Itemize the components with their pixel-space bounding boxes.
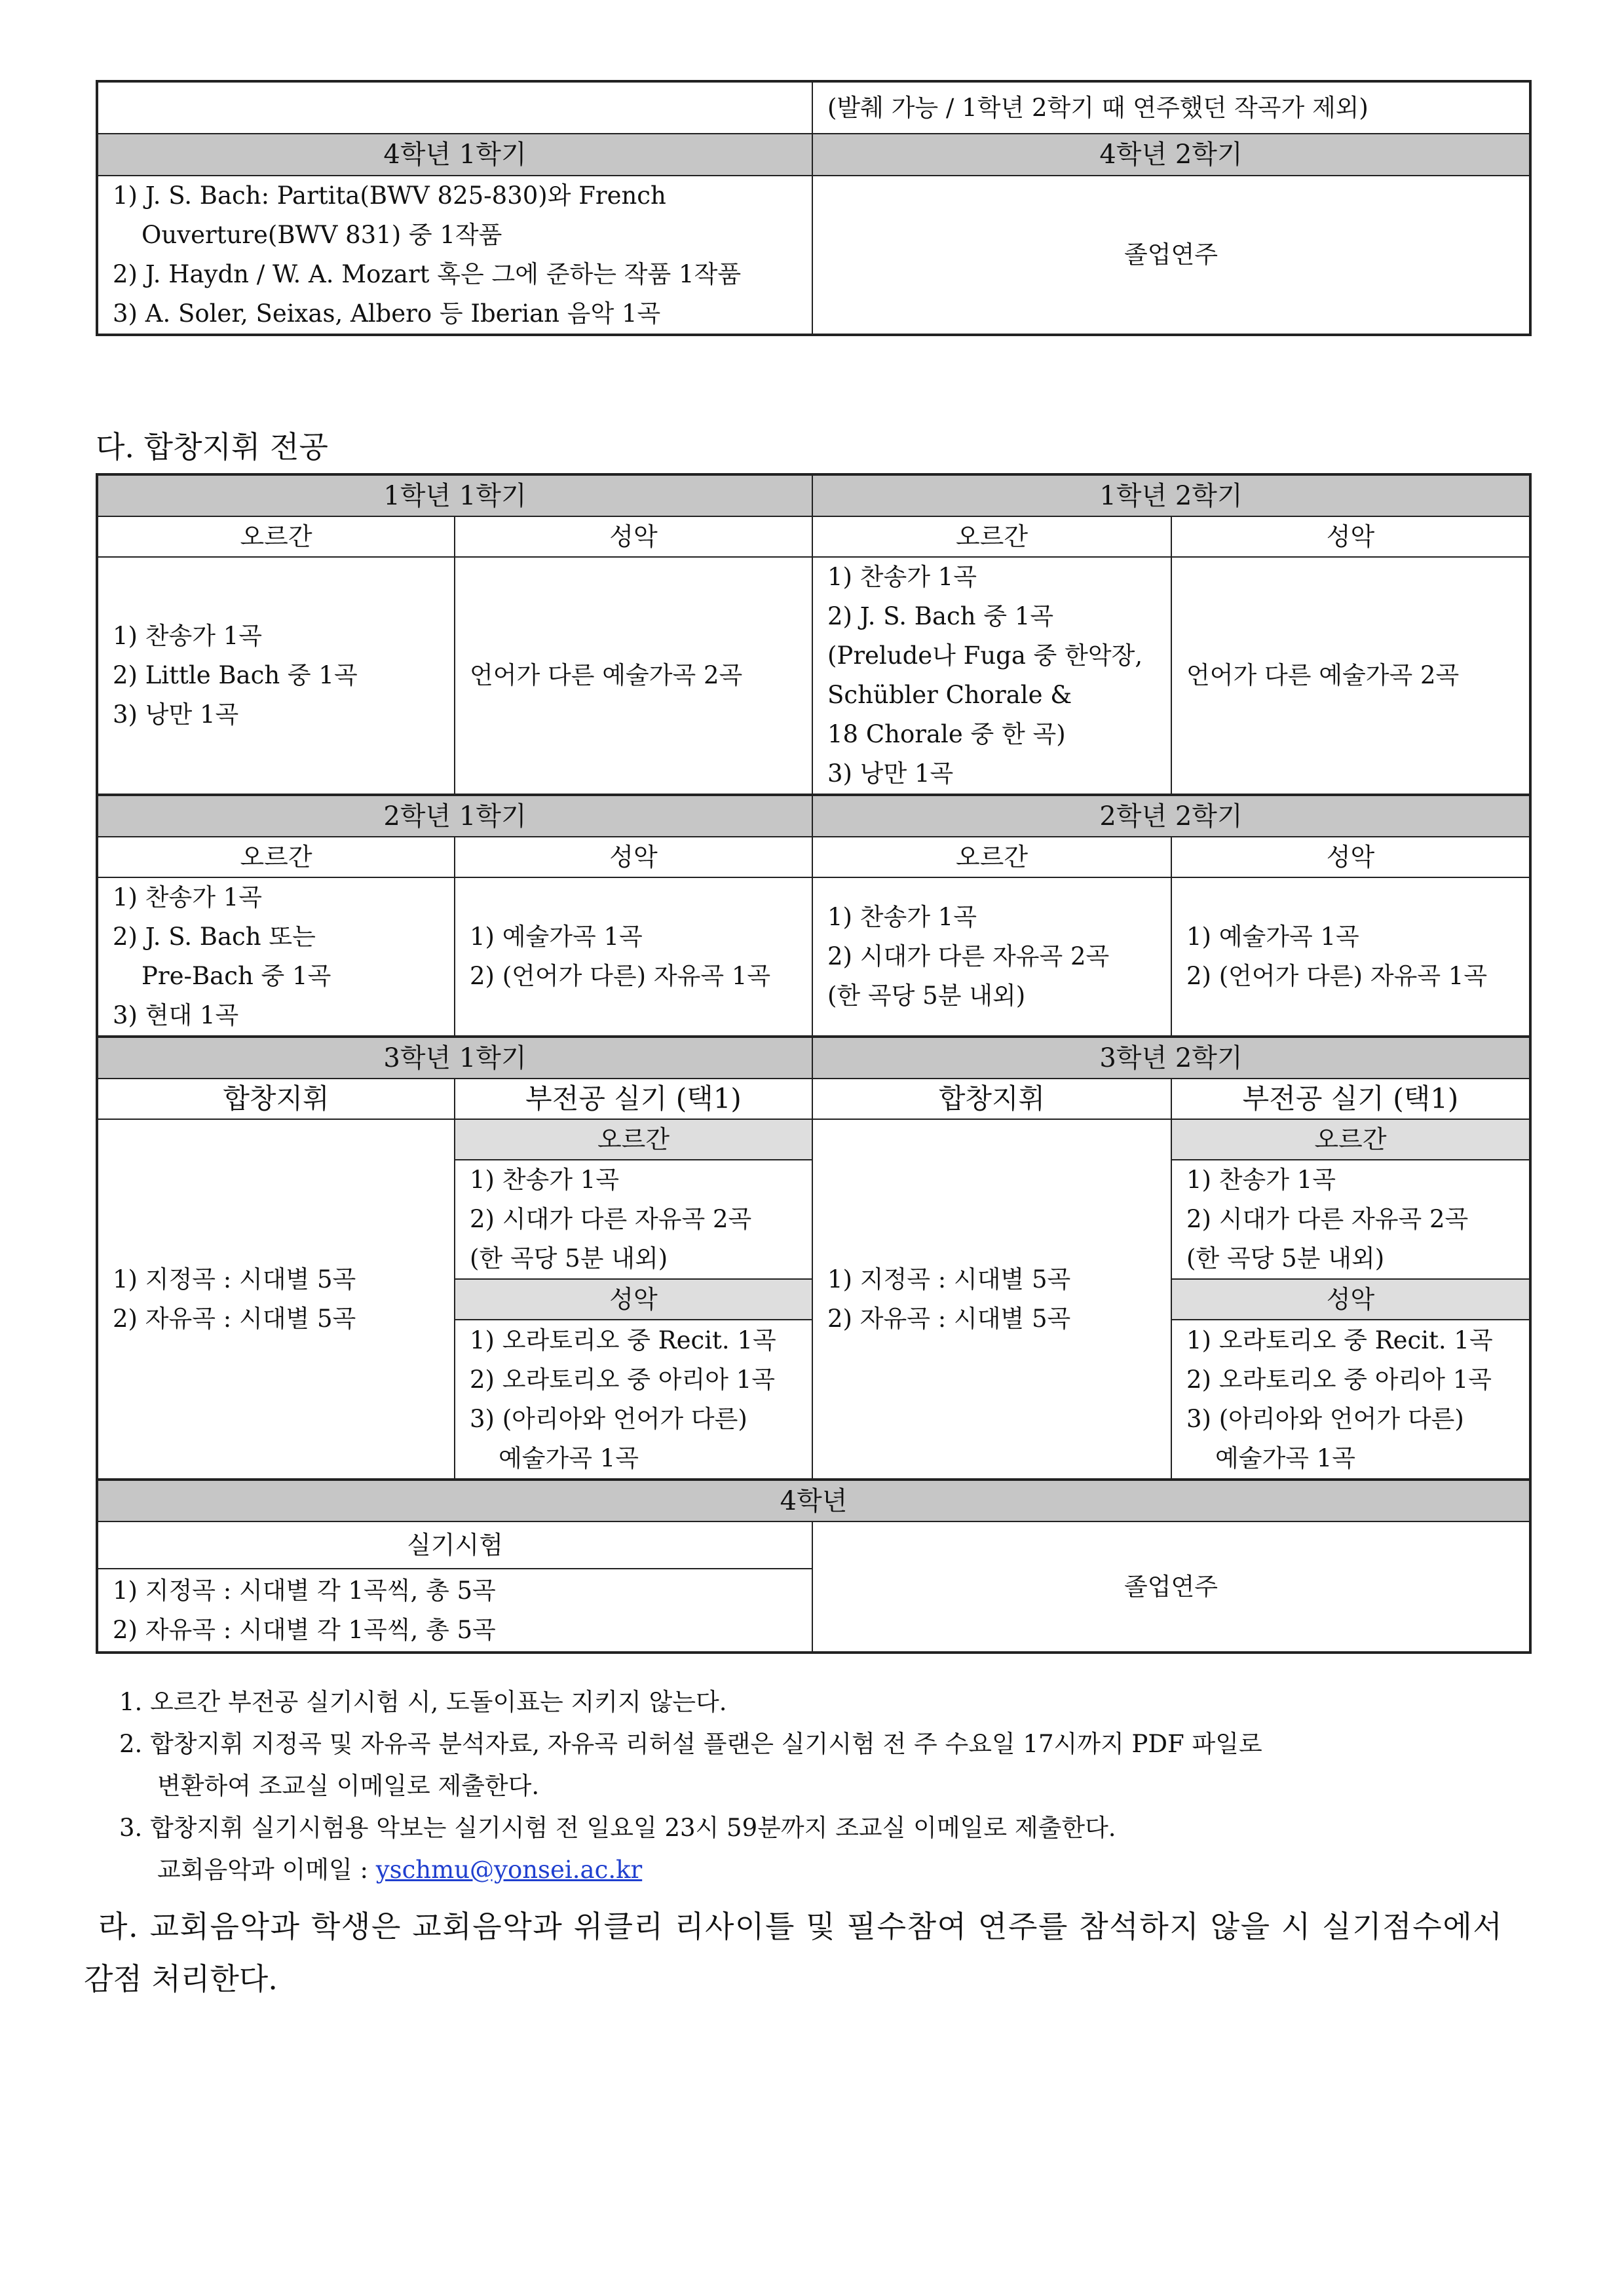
item: Schübler Chorale & — [827, 681, 1072, 709]
item: (한 곡당 5분 내외) — [1186, 1244, 1385, 1272]
empty-cell — [97, 81, 812, 134]
y3s2-choral — [812, 1119, 1171, 1480]
notes-list — [119, 1681, 1262, 1891]
repertoire-item: 1) J. S. Bach: Partita(BWV 825-830)와 French — [113, 182, 666, 210]
item: 2) 오라토리오 중 아리아 1곡 — [470, 1365, 775, 1394]
col-vocal: 성악 — [1171, 837, 1530, 877]
y3s1-choral — [97, 1119, 455, 1480]
exam-label: 실기시험 — [97, 1521, 812, 1569]
item: 3) (아리아와 언어가 다른) — [1186, 1404, 1464, 1433]
item: 1) 예술가곡 1곡 — [470, 923, 643, 951]
item: (Prelude나 Fuga 중 한악장, — [827, 641, 1143, 670]
header-2-2: 2학년 2학기 — [812, 795, 1530, 837]
col-choral: 합창지휘 — [97, 1079, 455, 1119]
item: 2) (언어가 다른) 자유곡 1곡 — [1186, 962, 1488, 990]
carry-note: (발췌 가능 / 1학년 2학기 때 연주했던 작곡가 제외) — [812, 81, 1530, 134]
minor-vocal-label: 성악 — [1171, 1279, 1530, 1320]
repertoire-item: 2) J. Haydn / W. A. Mozart 혹은 그에 준하는 작품 1작품 — [113, 260, 742, 288]
item: 2) (언어가 다른) 자유곡 1곡 — [470, 962, 771, 990]
item: 2) Little Bach 중 1곡 — [113, 661, 358, 689]
y2s1-organ — [97, 877, 455, 1037]
item: 3) (아리아와 언어가 다른) — [470, 1404, 747, 1433]
item: 1) 찬송가 1곡 — [113, 622, 263, 650]
y1s2-organ — [812, 557, 1171, 795]
exam-items — [97, 1569, 812, 1653]
sem4-1-repertoire — [97, 176, 812, 335]
item: 18 Chorale 중 한 곡) — [827, 720, 1066, 748]
item: 예술가곡 1곡 — [1215, 1444, 1356, 1472]
item: 2) J. S. Bach 중 1곡 — [827, 602, 1054, 630]
note-2: 2. 합창지휘 지정곡 및 자유곡 분석자료, 자유곡 리허설 플랜은 실기시험 전 주 수요일 17시까지 PDF 파일로 — [119, 1730, 1262, 1758]
item: 2) 자유곡 : 시대별 5곡 — [113, 1304, 356, 1333]
col-vocal: 성악 — [455, 837, 812, 877]
col-minor: 부전공 실기 (택1) — [455, 1079, 812, 1119]
y3s2-minor-organ — [1171, 1160, 1530, 1279]
item: 1) 찬송가 1곡 — [113, 883, 263, 911]
note-2-cont: 변환하여 조교실 이메일로 제출한다. — [157, 1772, 540, 1800]
keyboard-curriculum-table — [96, 80, 1532, 336]
col-organ: 오르간 — [812, 516, 1171, 557]
y3s1-minor-organ — [455, 1160, 812, 1279]
header-4: 4학년 — [97, 1480, 1530, 1521]
item: Pre-Bach 중 1곡 — [142, 962, 331, 990]
header-2-1: 2학년 1학기 — [97, 795, 812, 837]
item: 2) 자유곡 : 시대별 각 1곡씩, 총 5곡 — [113, 1615, 496, 1644]
graduation-recital: 졸업연주 — [812, 1521, 1530, 1653]
item: 3) 낭만 1곡 — [113, 700, 239, 729]
col-organ: 오르간 — [812, 837, 1171, 877]
minor-organ-label: 오르간 — [1171, 1119, 1530, 1160]
paragraph-line: 감점 처리한다. — [84, 1961, 278, 1997]
y3s2-minor-vocal — [1171, 1320, 1530, 1480]
item: 1) 예술가곡 1곡 — [1186, 923, 1359, 951]
col-vocal: 성악 — [1171, 516, 1530, 557]
header-3-1: 3학년 1학기 — [97, 1037, 812, 1079]
header-4-2: 4학년 2학기 — [812, 134, 1530, 176]
col-vocal: 성악 — [455, 516, 812, 557]
item: 예술가곡 1곡 — [499, 1444, 639, 1472]
y3s1-minor-vocal — [455, 1320, 812, 1480]
item: 1) 찬송가 1곡 — [1186, 1166, 1336, 1194]
item: (한 곡당 5분 내외) — [470, 1244, 668, 1272]
y1s1-organ — [97, 557, 455, 795]
paragraph-ra — [84, 1900, 1532, 2005]
col-minor: 부전공 실기 (택1) — [1171, 1079, 1530, 1119]
header-1-1: 1학년 1학기 — [97, 474, 812, 516]
header-1-2: 1학년 2학기 — [812, 474, 1530, 516]
y1s1-vocal: 언어가 다른 예술가곡 2곡 — [455, 557, 812, 795]
item: (한 곡당 5분 내외) — [827, 982, 1026, 1010]
note-1: 1. 오르간 부전공 실기시험 시, 도돌이표는 지키지 않는다. — [119, 1688, 727, 1716]
minor-organ-label: 오르간 — [455, 1119, 812, 1160]
item: 3) 현대 1곡 — [113, 1001, 239, 1029]
item: 1) 오라토리오 중 Recit. 1곡 — [1186, 1326, 1493, 1354]
graduation-recital: 졸업연주 — [812, 176, 1530, 335]
item: 2) J. S. Bach 또는 — [113, 923, 316, 951]
col-organ: 오르간 — [97, 837, 455, 877]
repertoire-item: Ouverture(BWV 831) 중 1작품 — [142, 221, 502, 249]
email-link[interactable]: yschmu@yonsei.ac.kr — [375, 1856, 643, 1884]
item: 2) 시대가 다른 자유곡 2곡 — [470, 1205, 752, 1233]
item: 3) 낭만 1곡 — [827, 759, 954, 788]
note-3: 3. 합창지휘 실기시험용 악보는 실기시험 전 일요일 23시 59분까지 조교실 이메일로 제출한다. — [119, 1814, 1116, 1842]
y2s2-organ — [812, 877, 1171, 1037]
col-organ: 오르간 — [97, 516, 455, 557]
y2s2-vocal — [1171, 877, 1530, 1037]
item: 1) 오라토리오 중 Recit. 1곡 — [470, 1326, 776, 1354]
y1s2-vocal: 언어가 다른 예술가곡 2곡 — [1171, 557, 1530, 795]
header-4-1: 4학년 1학기 — [97, 134, 812, 176]
repertoire-item: 3) A. Soler, Seixas, Albero 등 Iberian 음악 1곡 — [113, 299, 661, 328]
item: 2) 시대가 다른 자유곡 2곡 — [827, 942, 1110, 970]
item: 1) 지정곡 : 시대별 5곡 — [113, 1265, 356, 1293]
item: 1) 찬송가 1곡 — [470, 1166, 620, 1194]
item: 2) 오라토리오 중 아리아 1곡 — [1186, 1365, 1492, 1394]
item: 2) 시대가 다른 자유곡 2곡 — [1186, 1205, 1469, 1233]
item: 1) 지정곡 : 시대별 5곡 — [827, 1265, 1071, 1293]
header-3-2: 3학년 2학기 — [812, 1037, 1530, 1079]
minor-vocal-label: 성악 — [455, 1279, 812, 1320]
section-title: 다. 합창지휘 전공 — [96, 429, 328, 465]
paragraph-line: 라. 교회음악과 학생은 교회음악과 위클리 리사이틀 및 필수참여 연주를 참석하지 않을 시 실기점수에서 — [98, 1909, 1503, 1944]
email-line — [119, 1849, 1262, 1891]
item: 1) 지정곡 : 시대별 각 1곡씩, 총 5곡 — [113, 1576, 496, 1605]
item: 2) 자유곡 : 시대별 5곡 — [827, 1304, 1071, 1333]
item: 1) 찬송가 1곡 — [827, 903, 977, 931]
y2s1-vocal — [455, 877, 812, 1037]
col-choral: 합창지휘 — [812, 1079, 1171, 1119]
item: 1) 찬송가 1곡 — [827, 563, 977, 591]
choral-conducting-table — [96, 473, 1532, 1654]
email-label: 교회음악과 이메일 : — [157, 1856, 376, 1884]
